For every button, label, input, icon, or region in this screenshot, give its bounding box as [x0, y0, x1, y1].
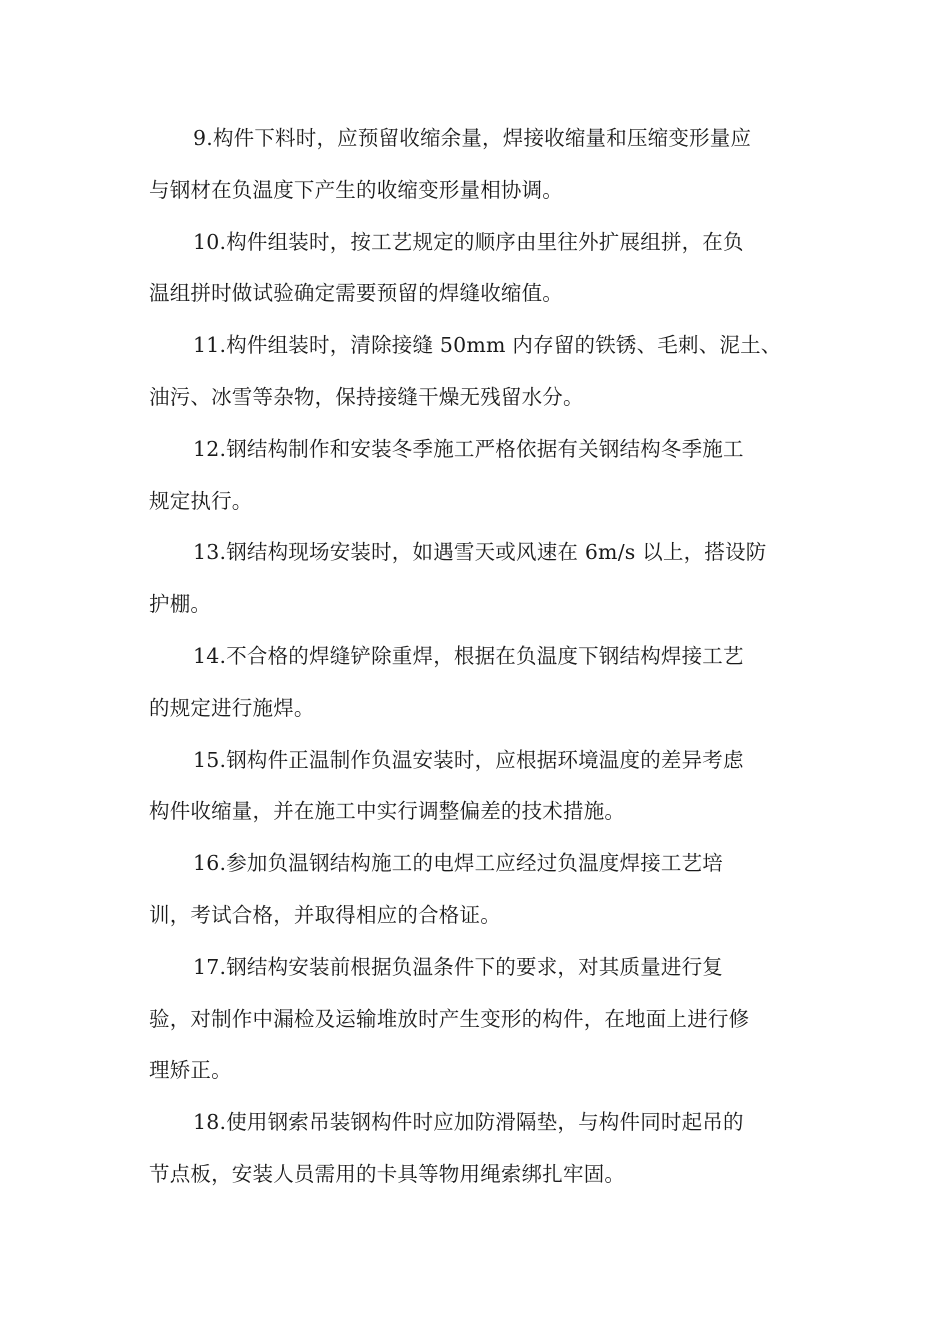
- paragraph-continuation-line: 训，考试合格，并取得相应的合格证。: [149, 903, 501, 927]
- paragraph-first-line: 13.钢结构现场安装时，如遇雪天或风速在 6m/s 以上，搭设防: [193, 540, 767, 564]
- paragraph-first-line: 17.钢结构安装前根据负温条件下的要求，对其质量进行复: [193, 955, 724, 979]
- paragraph-continuation-line: 验，对制作中漏检及运输堆放时产生变形的构件，在地面上进行修: [149, 1007, 750, 1031]
- paragraph-first-line: 12.钢结构制作和安装冬季施工严格依据有关钢结构冬季施工: [193, 437, 744, 461]
- paragraph-continuation-line: 护棚。: [149, 592, 212, 616]
- paragraph-continuation-line: 温组拼时做试验确定需要预留的焊缝收缩值。: [149, 281, 563, 305]
- paragraph-first-line: 15.钢构件正温制作负温安装时，应根据环境温度的差异考虑: [193, 748, 744, 772]
- paragraph-continuation-line: 理矫正。: [149, 1058, 232, 1082]
- paragraph-first-line: 18.使用钢索吊装钢构件时应加防滑隔垫，与构件同时起吊的: [193, 1110, 744, 1134]
- paragraph-first-line: 10.构件组装时，按工艺规定的顺序由里往外扩展组拼，在负: [193, 230, 744, 254]
- paragraph-continuation-line: 与钢材在负温度下产生的收缩变形量相协调。: [149, 178, 563, 202]
- paragraph-first-line: 14.不合格的焊缝铲除重焊，根据在负温度下钢结构焊接工艺: [193, 644, 744, 668]
- paragraph-continuation-line: 节点板，安装人员需用的卡具等物用绳索绑扎牢固。: [149, 1162, 626, 1186]
- paragraph-continuation-line: 规定执行。: [149, 489, 253, 513]
- paragraph-continuation-line: 的规定进行施焊。: [149, 696, 315, 720]
- paragraph-first-line: 9.构件下料时，应预留收缩余量，焊接收缩量和压缩变形量应: [193, 126, 752, 150]
- paragraph-continuation-line: 油污、冰雪等杂物，保持接缝干燥无残留水分。: [149, 385, 584, 409]
- paragraph-continuation-line: 构件收缩量，并在施工中实行调整偏差的技术措施。: [149, 799, 626, 823]
- paragraph-first-line: 16.参加负温钢结构施工的电焊工应经过负温度焊接工艺培: [193, 851, 724, 875]
- paragraph-first-line: 11.构件组装时，清除接缝 50mm 内存留的铁锈、毛刺、泥土、: [193, 333, 782, 357]
